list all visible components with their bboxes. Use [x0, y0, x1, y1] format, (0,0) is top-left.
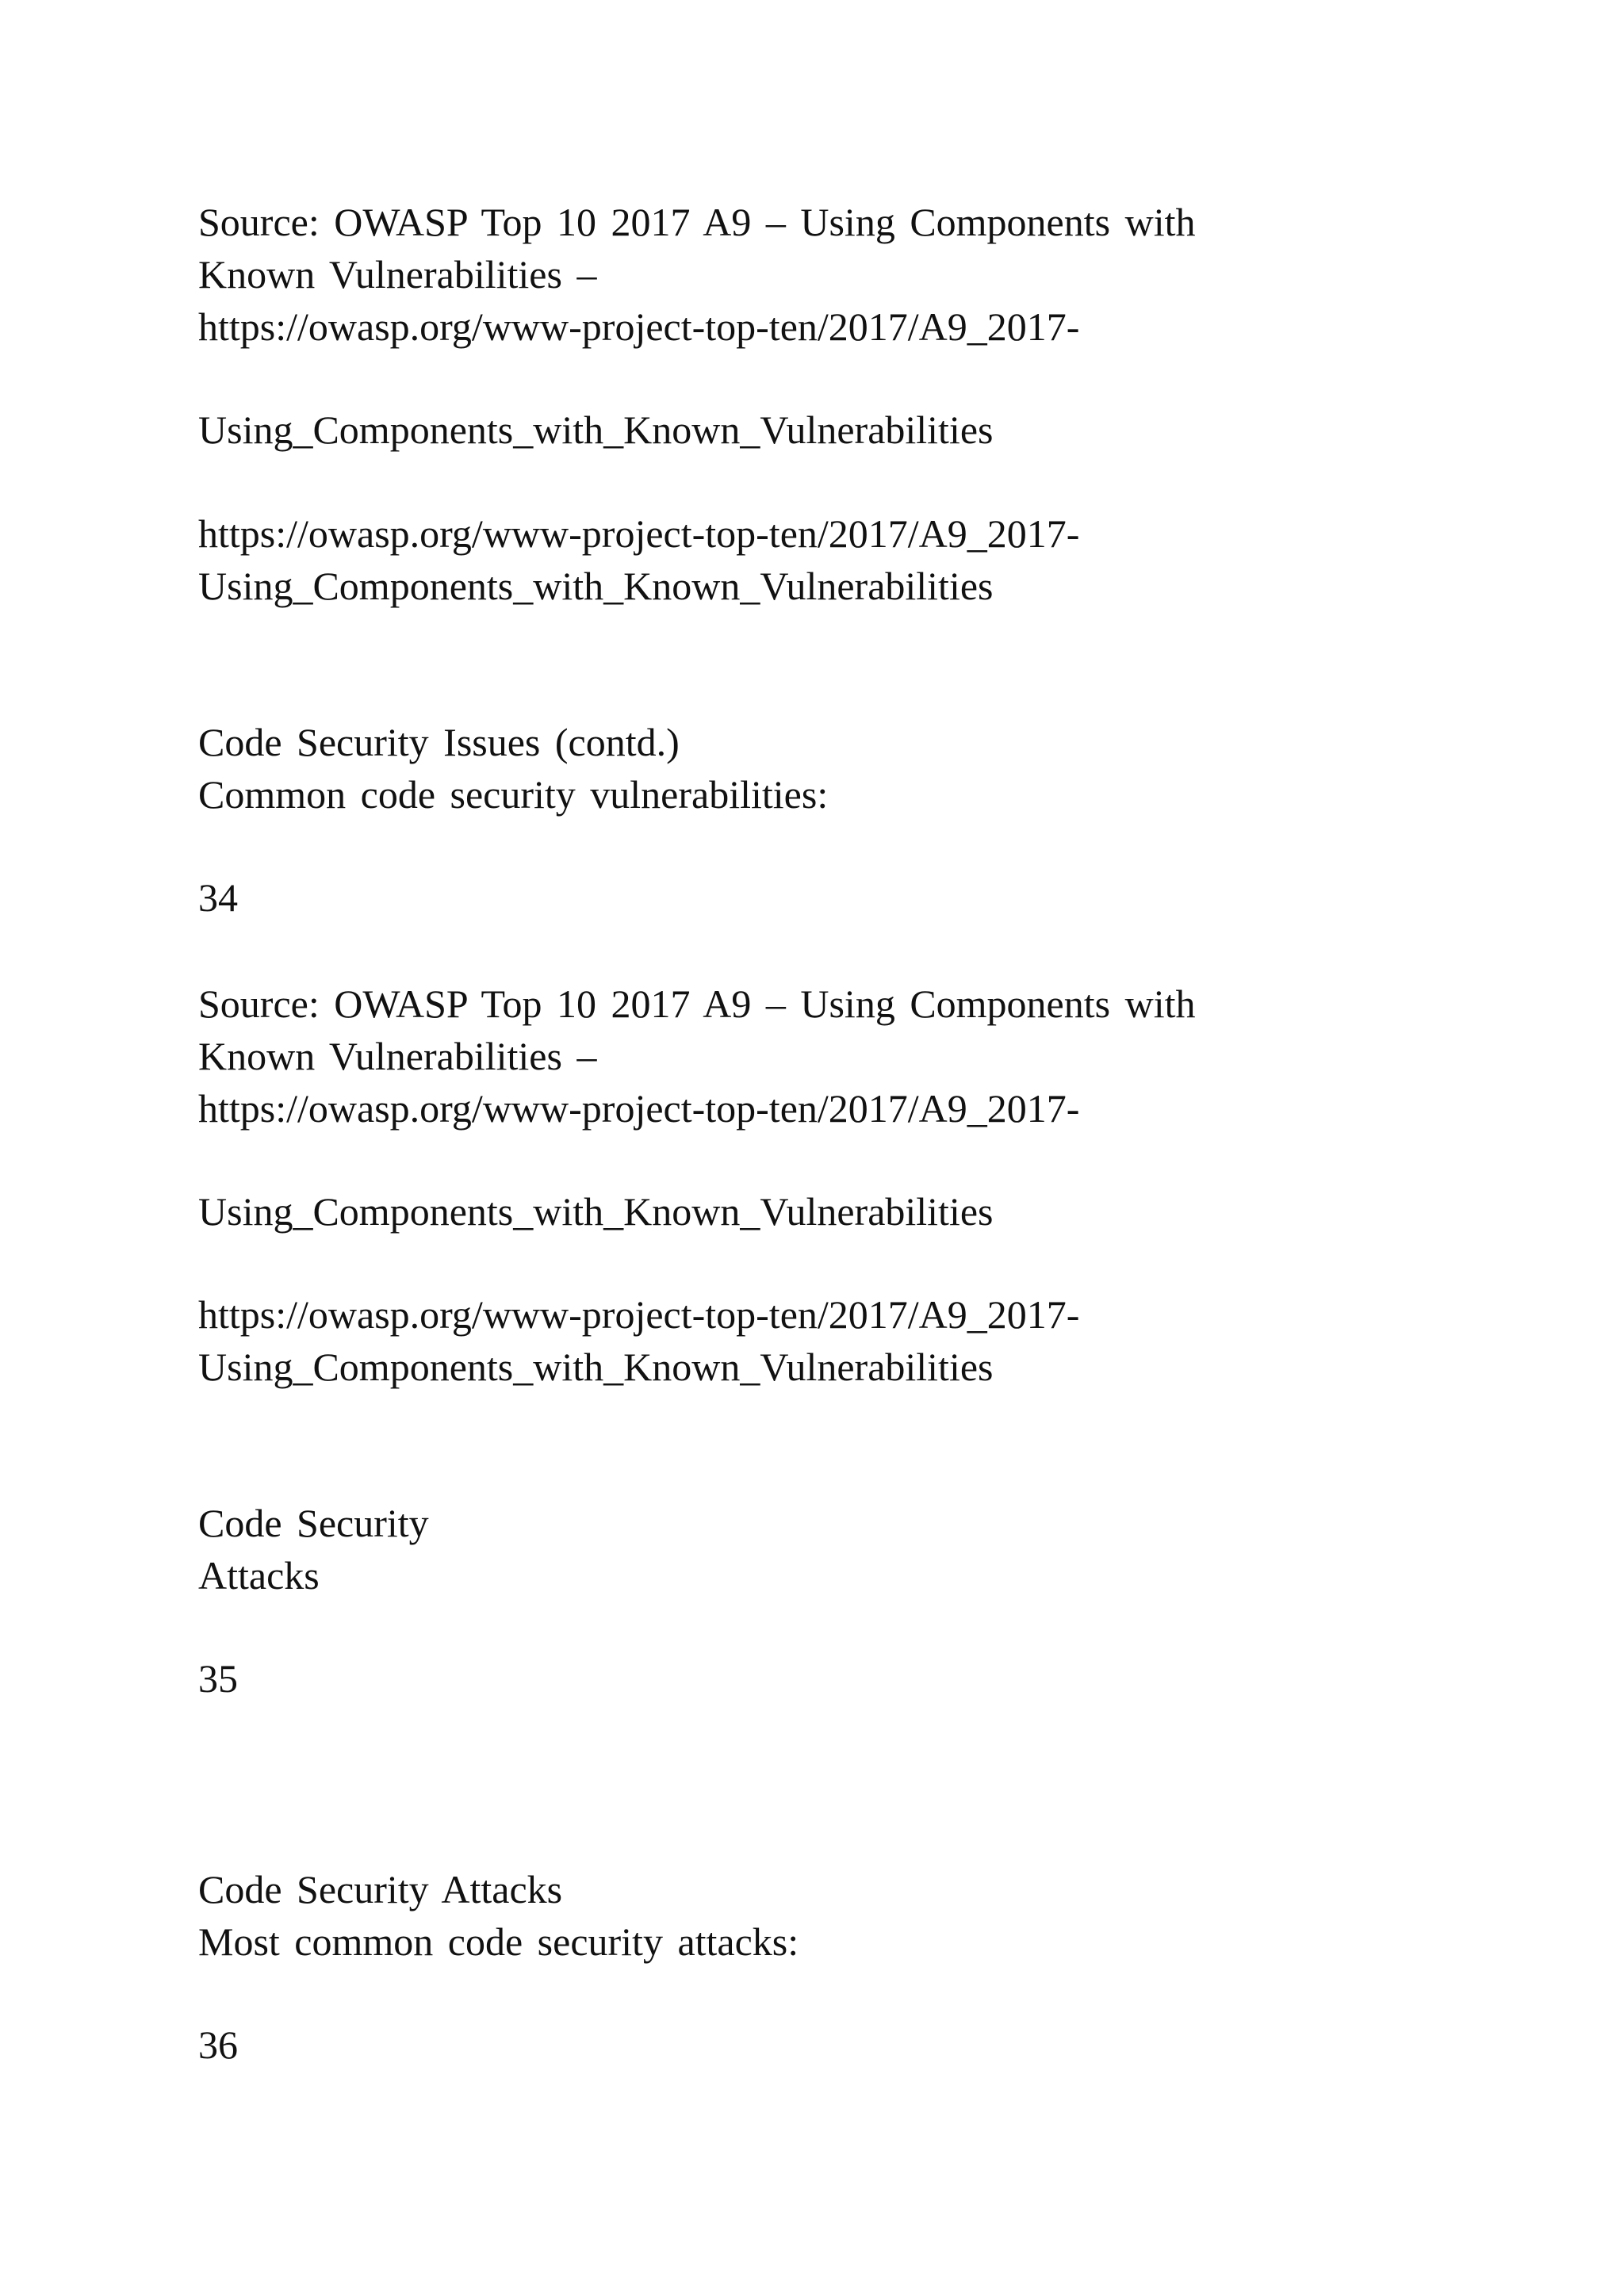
link-line[interactable]: Using_Components_with_Known_Vulnerabilities — [198, 408, 994, 452]
link-line[interactable]: Using_Components_with_Known_Vulnerabilities — [198, 1189, 994, 1234]
section-heading: Code Security Attacks — [198, 1867, 563, 1911]
page-number: 34 — [198, 875, 238, 920]
url-line-2[interactable]: Using_Components_with_Known_Vulnerabilities — [198, 564, 994, 608]
section-heading-continued: Attacks — [198, 1553, 320, 1598]
source-url-line[interactable]: https://owasp.org/www-project-top-ten/2017/A9_2017- — [198, 1086, 1080, 1131]
url-line-1[interactable]: https://owasp.org/www-project-top-ten/2017/A9_2017- — [198, 1292, 1080, 1337]
source-line-2: Known Vulnerabilities – — [198, 252, 597, 297]
page-number: 36 — [198, 2022, 238, 2067]
page-number: 35 — [198, 1656, 238, 1701]
source-line-1: Source: OWASP Top 10 2017 A9 – Using Components with — [198, 200, 1196, 244]
source-url-line[interactable]: https://owasp.org/www-project-top-ten/2017/A9_2017- — [198, 304, 1080, 349]
section-subheading: Common code security vulnerabilities: — [198, 772, 829, 817]
source-line-2: Known Vulnerabilities – — [198, 1034, 597, 1078]
source-line-1: Source: OWASP Top 10 2017 A9 – Using Components with — [198, 982, 1196, 1026]
section-heading: Code Security Issues (contd.) — [198, 720, 680, 764]
section-subheading: Most common code security attacks: — [198, 1919, 799, 1964]
url-line-1[interactable]: https://owasp.org/www-project-top-ten/2017/A9_2017- — [198, 511, 1080, 556]
url-line-2[interactable]: Using_Components_with_Known_Vulnerabilities — [198, 1345, 994, 1389]
section-heading: Code Security — [198, 1501, 429, 1545]
